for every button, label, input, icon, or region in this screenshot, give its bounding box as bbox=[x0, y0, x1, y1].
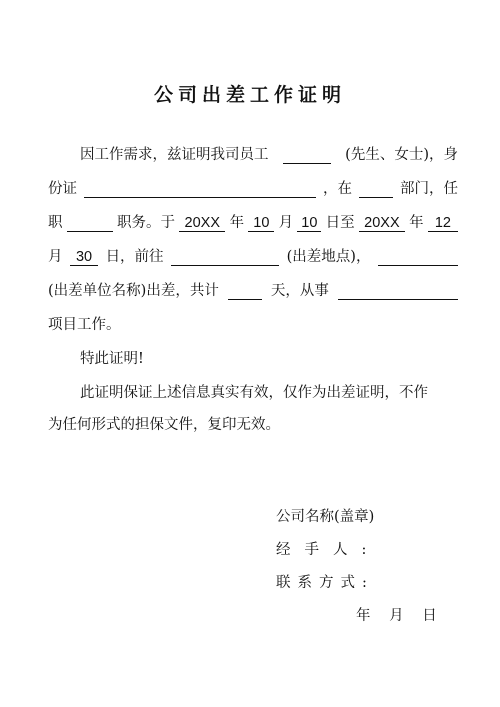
paragraph-2: 特此证明! bbox=[80, 351, 144, 367]
text: 份证 bbox=[48, 181, 77, 197]
paragraph-1-line-4 bbox=[48, 248, 458, 266]
text: 年 bbox=[229, 215, 245, 231]
start-year: 20XX bbox=[179, 215, 225, 232]
text: 月 bbox=[48, 249, 63, 265]
days-blank bbox=[228, 283, 262, 300]
document-title: 公司出差工作证明 bbox=[153, 84, 346, 106]
project-blank bbox=[338, 283, 458, 300]
department-blank bbox=[359, 181, 393, 198]
contact-label: 联系方式: bbox=[276, 575, 374, 591]
text: 因工作需求，兹证明我司员工 bbox=[80, 147, 269, 163]
paragraph-3-line-1: 此证明保证上述信息真实有效，仅作为出差证明，不作 bbox=[80, 385, 428, 401]
end-day: 30 bbox=[70, 249, 98, 266]
start-day: 10 bbox=[297, 215, 321, 232]
position-blank bbox=[67, 215, 113, 232]
destination-blank bbox=[171, 249, 279, 266]
text: ，在 bbox=[323, 181, 352, 197]
text: (出差地点)， bbox=[286, 249, 371, 265]
date-month: 月 bbox=[389, 608, 404, 624]
paragraph-1-line-5 bbox=[48, 282, 458, 300]
text: (先生、女士)，身 bbox=[345, 147, 458, 163]
paragraph-3-line-2: 为任何形式的担保文件，复印无效。 bbox=[48, 417, 280, 433]
end-month: 12 bbox=[428, 215, 458, 232]
employee-name-blank bbox=[283, 147, 331, 164]
paragraph-1-line-2 bbox=[48, 180, 458, 198]
text: 年 bbox=[409, 215, 424, 231]
handler-label: 经手人: bbox=[276, 542, 381, 558]
paragraph-1-line-3 bbox=[48, 214, 458, 232]
text: 日，前往 bbox=[105, 249, 164, 265]
date-day: 日 bbox=[422, 608, 437, 624]
paragraph-1-line-1 bbox=[80, 146, 458, 164]
text: 职务。于 bbox=[117, 215, 176, 231]
start-month: 10 bbox=[248, 215, 274, 232]
text: 日至 bbox=[325, 215, 355, 231]
unit-name-blank bbox=[378, 249, 458, 266]
text: 天，从事 bbox=[270, 283, 329, 299]
id-number-blank bbox=[84, 181, 316, 198]
company-name-seal: 公司名称(盖章) bbox=[276, 509, 375, 525]
text: (出差单位名称)出差，共计 bbox=[48, 283, 219, 299]
end-year: 20XX bbox=[359, 215, 405, 232]
paragraph-1-line-6: 项目工作。 bbox=[48, 317, 121, 333]
text: 月 bbox=[278, 215, 294, 231]
text: 部门，任 bbox=[400, 181, 458, 197]
text: 职 bbox=[48, 215, 63, 231]
signature-date bbox=[356, 607, 451, 625]
date-year: 年 bbox=[356, 608, 371, 624]
